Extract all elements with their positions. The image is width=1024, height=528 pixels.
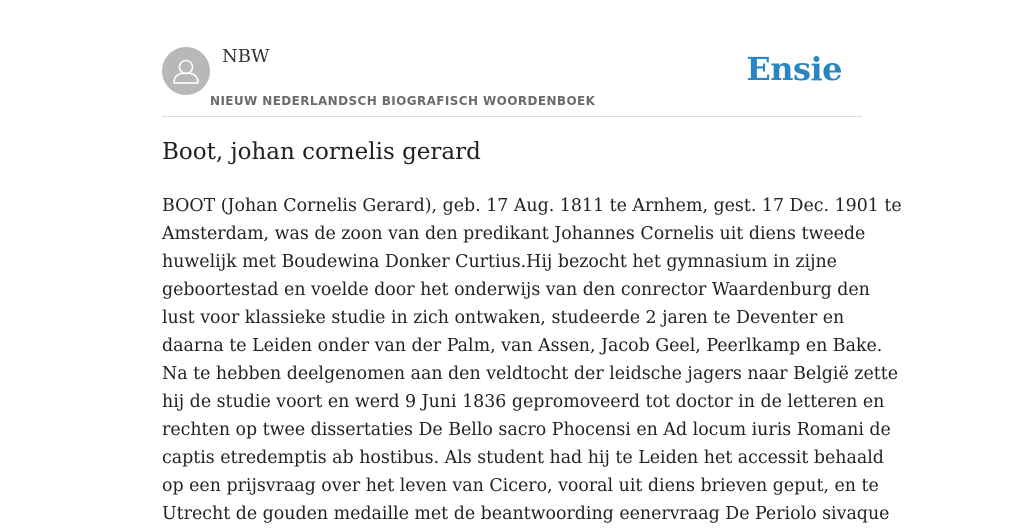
body-line: Utrecht de gouden medaille met de beantwoording eenervraag De Periolo sivaque (162, 504, 890, 524)
body-line: BOOT (Johan Cornelis Gerard), geb. 17 Aug. 1811 te Arnhem, gest. 17 Dec. 1901 te (162, 196, 902, 216)
source-full-name: NIEUW NEDERLANDSCH BIOGRAFISCH WOORDENBOEK (210, 94, 596, 108)
user-icon (162, 47, 210, 95)
article-container (162, 0, 902, 524)
body-line: Amsterdam, was de zoon van den predikant Johannes Cornelis uit diens tweede (162, 224, 866, 244)
avatar[interactable] (162, 47, 210, 95)
article-body (162, 192, 902, 528)
body-line: rechten op twee dissertaties De Bello sacro Phocensi en Ad locum iuris Romani de (162, 420, 891, 440)
body-line: daarna te Leiden onder van der Palm, van Assen, Jacob Geel, Peerlkamp en Bake. (162, 336, 883, 356)
brand-logo[interactable]: Ensie (746, 50, 842, 88)
source-name[interactable]: NBW (222, 46, 270, 67)
source-header (162, 0, 862, 117)
body-line: captis etredemptis ab hostibus. Als student had hij te Leiden het accessit behaald (162, 448, 884, 468)
body-line: geboortestad en voelde door het onderwijs van den conrector Waardenburg den (162, 280, 870, 300)
body-line: op een prijsvraag over het leven van Cicero, vooral uit diens brieven geput, en te (162, 476, 879, 496)
body-line: lust voor klassieke studie in zich ontwaken, studeerde 2 jaren te Deventer en (162, 308, 845, 328)
body-line: huwelijk met Boudewina Donker Curtius.Hij bezocht het gymnasium in zijne (162, 252, 837, 272)
page-title: Boot, johan cornelis gerard (162, 139, 481, 165)
body-line: Na te hebben deelgenomen aan den veldtocht der leidsche jagers naar België zette (162, 364, 899, 384)
body-line: hij de studie voort en werd 9 Juni 1836 gepromoveerd tot doctor in de letteren en (162, 392, 885, 412)
